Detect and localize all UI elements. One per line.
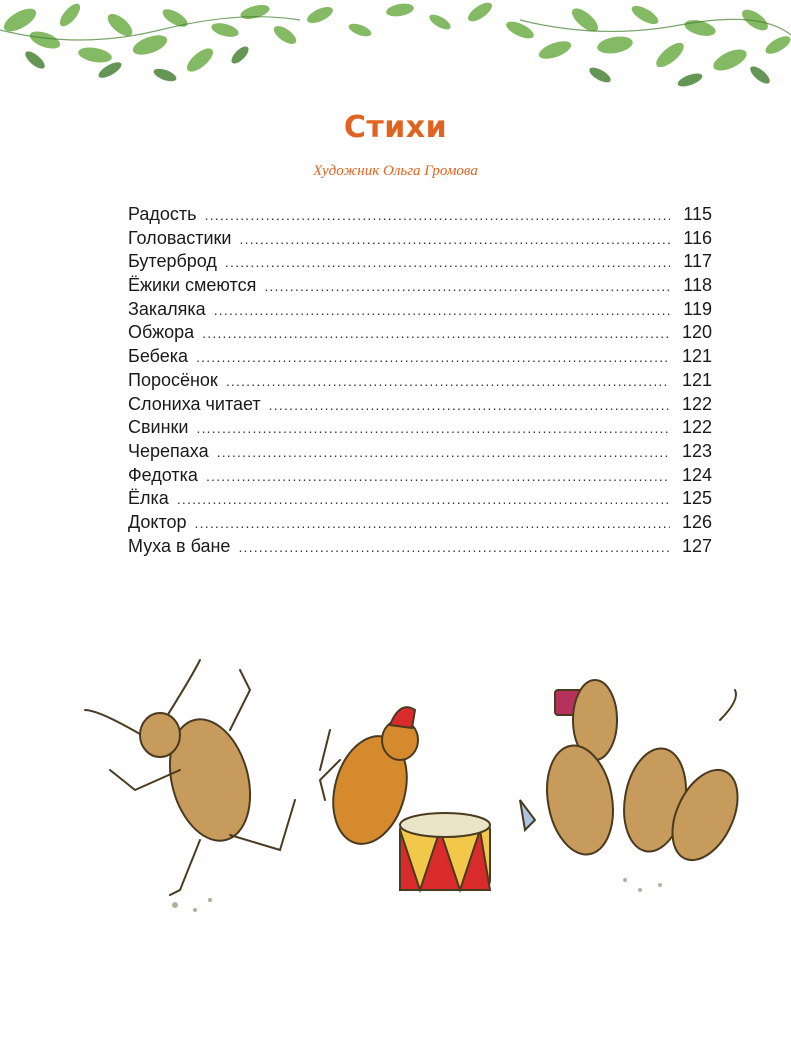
toc-entry[interactable]: [128, 322, 712, 346]
toc-leader-dots: [217, 444, 670, 460]
toc-entry[interactable]: [128, 536, 712, 560]
toc-entry-title: Доктор: [128, 511, 187, 532]
cockroach-dancer-left: [85, 660, 295, 895]
toc-leader-dots: [264, 278, 670, 294]
toc-leader-dots: [177, 491, 670, 507]
toc-entry-title: Радость: [128, 204, 197, 224]
toc-entry-page: 117: [683, 251, 712, 272]
toc-entry-page: 121: [681, 369, 712, 390]
toc-entry[interactable]: [128, 228, 712, 252]
toc-entry-page: 124: [681, 464, 712, 485]
toc-entry[interactable]: [128, 370, 712, 394]
toc-entry[interactable]: [128, 488, 712, 512]
toc-leader-dots: [202, 325, 670, 341]
toc-entry[interactable]: [128, 441, 712, 465]
cockroach-group-right: [520, 680, 751, 870]
cockroach-drummer: [320, 707, 490, 890]
toc-entry[interactable]: [128, 299, 712, 323]
leaf-border-illustration: [0, 0, 791, 100]
toc-entry[interactable]: [128, 465, 712, 489]
toc-entry-title: Обжора: [128, 322, 195, 343]
toc-entry[interactable]: [128, 204, 712, 228]
toc-leader-dots: [226, 373, 670, 389]
page-title: Стихи: [343, 110, 448, 145]
toc-entry-page: 127: [681, 535, 712, 556]
toc-entry-title: Головастики: [128, 227, 232, 248]
toc-entry[interactable]: [128, 417, 712, 441]
toc-entry-title: Закаляка: [128, 298, 206, 319]
toc-leader-dots: [238, 539, 670, 555]
toc-entry-title: Поросёнок: [128, 369, 218, 390]
toc-entry-page: 118: [683, 275, 712, 296]
toc-entry[interactable]: [128, 512, 712, 536]
toc-entry-page: 123: [681, 440, 712, 461]
toc-entry-title: Бутерброд: [128, 251, 217, 272]
illustrator-credit: Художник Ольга Громова: [313, 163, 478, 179]
toc-entry-page: 119: [683, 298, 712, 319]
toc-leader-dots: [214, 302, 670, 318]
toc-entry-title: Бебека: [128, 346, 189, 367]
toc-entry-title: Ёжики смеются: [128, 275, 257, 296]
toc-leader-dots: [196, 349, 670, 365]
toc-leader-dots: [206, 468, 670, 484]
toc-leader-dots: [195, 515, 670, 531]
toc-entry-title: Черепаха: [128, 440, 209, 461]
toc-leader-dots: [197, 420, 671, 436]
toc-entry-title: Муха в бане: [128, 535, 231, 556]
toc-leader-dots: [225, 254, 670, 270]
toc-entry-page: 116: [683, 227, 712, 248]
toc-entry-page: 126: [681, 511, 712, 532]
toc-entry-page: 122: [681, 417, 712, 438]
toc-entry-title: Свинки: [128, 417, 189, 438]
toc-entry-page: 115: [683, 204, 712, 224]
toc-entry-title: Ёлка: [128, 488, 169, 509]
toc-entry-page: 125: [681, 488, 712, 509]
toc-leader-dots: [239, 231, 670, 247]
toc-entry-title: Слониха читает: [128, 393, 261, 414]
toc-entry-title: Федотка: [128, 464, 198, 485]
toc-leader-dots: [205, 207, 670, 223]
dancing-cockroaches-illustration: [80, 650, 760, 930]
toc-entry-page: 122: [681, 393, 712, 414]
toc-entry[interactable]: [128, 346, 712, 370]
toc-leader-dots: [269, 397, 670, 413]
toc-entry-page: 120: [681, 322, 712, 343]
toc-entry[interactable]: [128, 251, 712, 275]
table-of-contents: [128, 204, 712, 559]
toc-entry[interactable]: [128, 275, 712, 299]
toc-entry-page: 121: [681, 346, 712, 367]
toc-entry[interactable]: [128, 394, 712, 418]
